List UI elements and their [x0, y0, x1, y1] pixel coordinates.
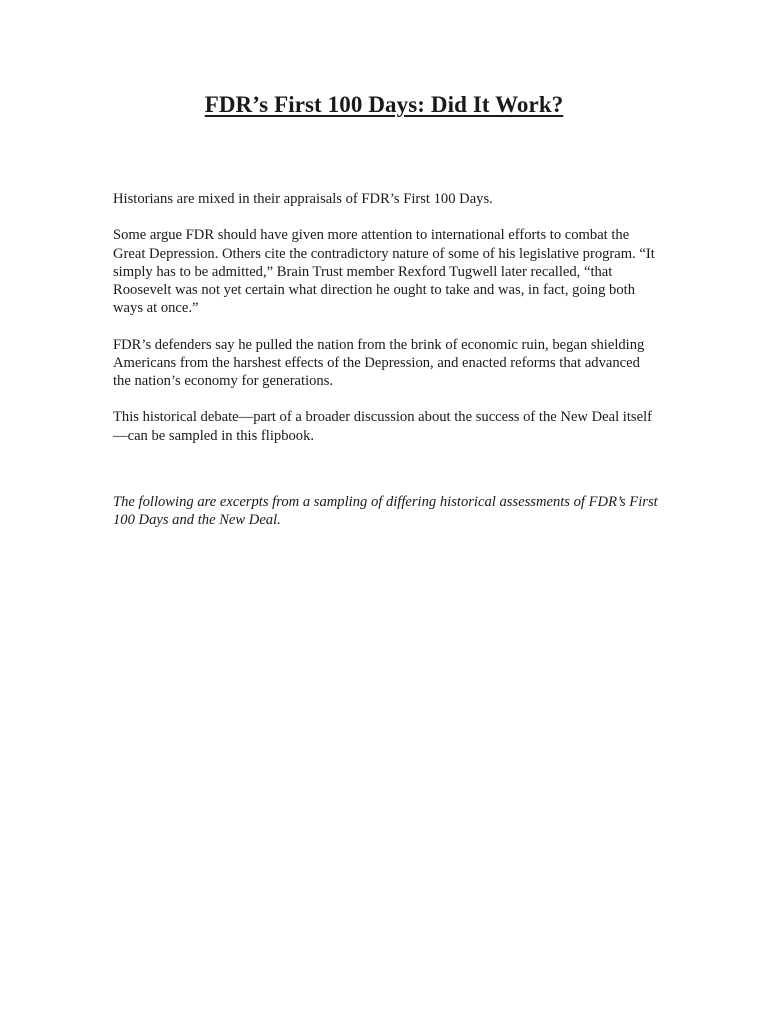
paragraph-defenders: FDR’s defenders say he pulled the nation from the brink of economic ruin, began shielding Americans from the harshest effects of the Depression, and enacted reforms that advanced the nation’s economy for generations.: [113, 336, 645, 389]
page-title: FDR’s First 100 Days: Did It Work?: [204, 92, 564, 117]
paragraph-critics: Some argue FDR should have given more attention to international efforts to combat the Great Depression. Others cite the contradictory nature of some of his legislative program. “It simply has to be admitted,” Brain Trust member Rexford Tugwell later recalled, “that Roosevelt was not yet certain what direction he ought to take and was, in fact, going both ways at once.”: [113, 227, 655, 317]
excerpt-note: The following are excerpts from a sampling of differing historical assessments of FDR’s First 100 Days and the New Deal.: [113, 494, 658, 529]
body-text: [113, 190, 658, 463]
paragraph-intro: Historians are mixed in their appraisals of FDR’s First 100 Days.: [113, 191, 493, 207]
paragraph-debate: This historical debate—part of a broader discussion about the success of the New Deal itself—can be sampled in this flipbook.: [113, 409, 652, 444]
